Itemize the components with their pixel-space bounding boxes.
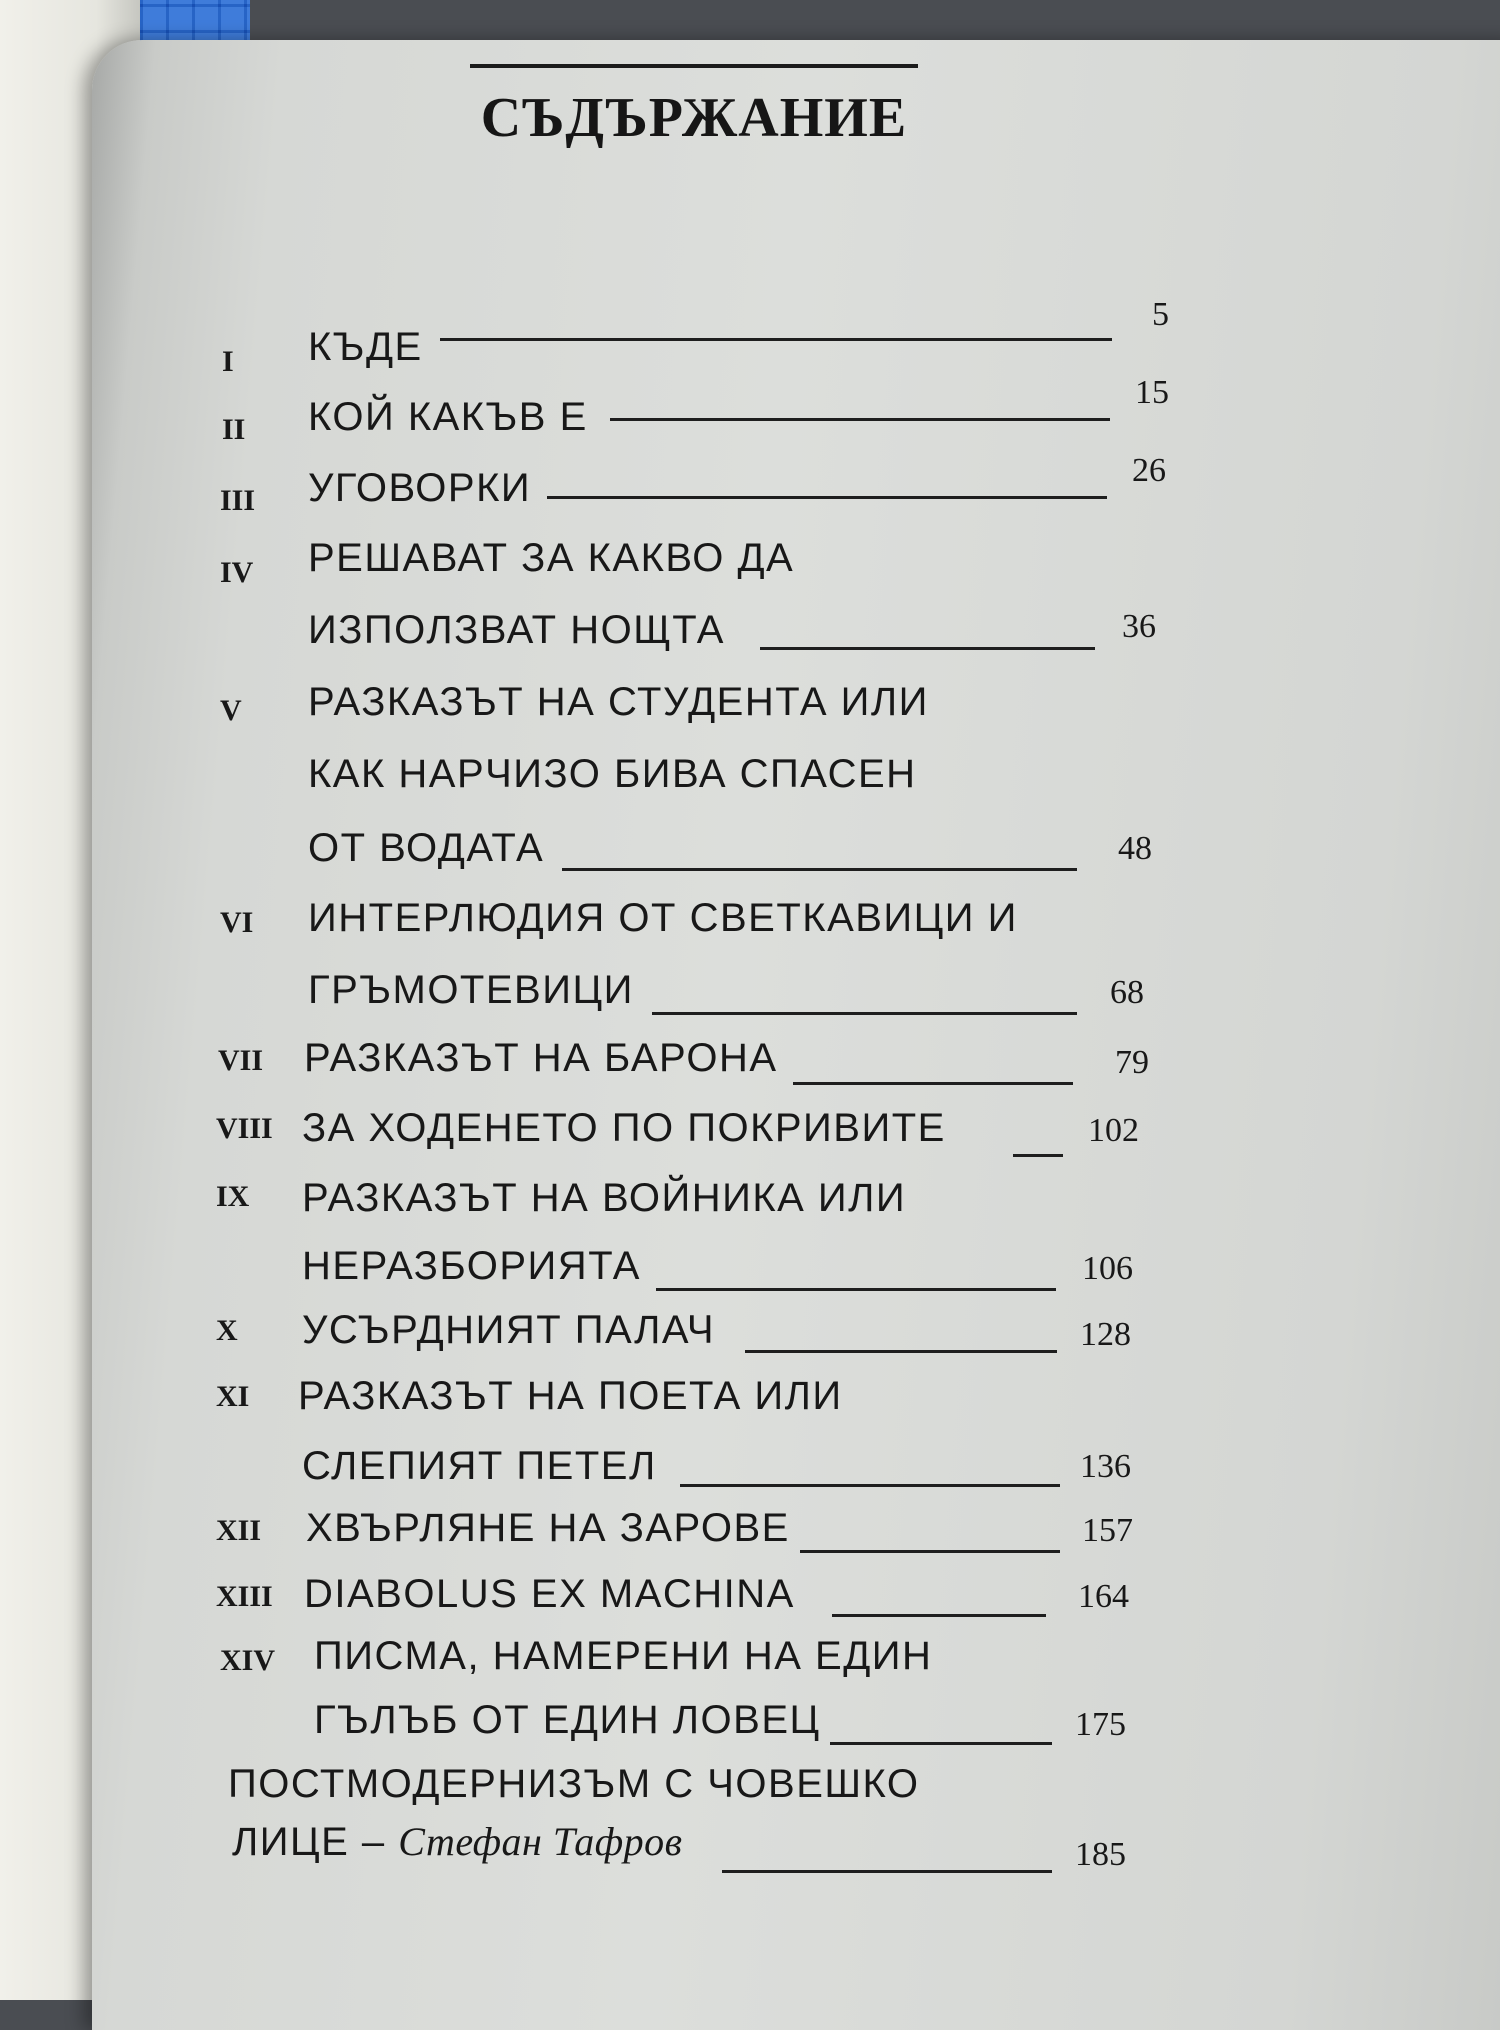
chapter-title: УГОВОРКИ [308,466,532,510]
chapter-title: КЪДЕ [308,325,423,369]
chapter-title: ГЪЛЪБ ОТ ЕДИН ЛОВЕЦ [314,1698,821,1742]
page-number: 102 [1088,1112,1139,1149]
page-number: 15 [1135,374,1169,411]
chapter-number: II [222,413,246,446]
chapter-title: ГРЪМОТЕВИЦИ [308,968,634,1012]
leader-line [656,1288,1056,1291]
chapter-number: XIII [216,1580,273,1613]
page-number: 5 [1152,296,1169,333]
chapter-number: VI [220,906,254,939]
chapter-title: ПИСМА, НАМЕРЕНИ НА ЕДИН [314,1634,933,1678]
chapter-title: НЕРАЗБОРИЯТА [302,1244,641,1288]
chapter-number: IV [220,556,254,589]
page-number: 185 [1075,1836,1126,1873]
leader-line [652,1012,1077,1015]
page-number: 36 [1122,608,1156,645]
chapter-title: КОЙ КАКЪВ Е [308,395,588,439]
page-number: 79 [1115,1044,1149,1081]
chapter-title: УСЪРДНИЯТ ПАЛАЧ [302,1308,716,1352]
page-number: 26 [1132,452,1166,489]
chapter-title: РАЗКАЗЪТ НА ПОЕТА ИЛИ [298,1374,843,1418]
leader-line [547,496,1107,499]
chapter-number: XII [216,1514,262,1547]
leader-line [722,1870,1052,1873]
chapter-title: ХВЪРЛЯНЕ НА ЗАРОВЕ [306,1506,790,1550]
chapter-title: ИЗПОЛЗВАТ НОЩТА [308,608,725,652]
chapter-title: СЛЕПИЯТ ПЕТЕЛ [302,1444,657,1488]
chapter-title: DIABOLUS EX MACHINA [304,1572,795,1616]
leader-line [1013,1154,1063,1157]
page-number: 106 [1082,1250,1133,1287]
chapter-title: РАЗКАЗЪТ НА БАРОНА [304,1036,778,1080]
afterword-title [232,1818,682,1865]
leader-line [832,1614,1046,1617]
leader-line [562,868,1077,871]
leader-line [610,418,1110,421]
leader-line [830,1742,1052,1745]
page-number: 48 [1118,830,1152,867]
chapter-title: ИНТЕРЛЮДИЯ ОТ СВЕТКАВИЦИ И [308,896,1018,940]
afterword-author: Стефан Тафров [398,1819,683,1864]
leader-line [745,1350,1057,1353]
leader-line [440,338,1112,341]
page-number: 136 [1080,1448,1131,1485]
page-title: СЪДЪРЖАНИЕ [480,87,908,149]
chapter-title: РЕШАВАТ ЗА КАКВО ДА [308,536,795,580]
chapter-number: XIV [220,1644,276,1677]
page-number: 68 [1110,974,1144,1011]
page-number: 128 [1080,1316,1131,1353]
page-number: 175 [1075,1706,1126,1743]
chapter-number: X [216,1314,238,1347]
leader-line [793,1082,1073,1085]
afterword-title: ПОСТМОДЕРНИЗЪМ С ЧОВЕШКО [228,1762,920,1806]
leader-line [800,1550,1060,1553]
page-number: 157 [1082,1512,1133,1549]
chapter-number: VIII [216,1112,273,1145]
chapter-number: III [220,484,256,517]
chapter-number: XI [216,1380,250,1413]
chapter-title: РАЗКАЗЪТ НА ВОЙНИКА ИЛИ [302,1176,907,1220]
leader-line [680,1484,1060,1487]
page-number: 164 [1078,1578,1129,1615]
chapter-number: VII [218,1044,264,1077]
chapter-title: КАК НАРЧИЗО БИВА СПАСЕН [308,752,917,796]
chapter-title: ЗА ХОДЕНЕТО ПО ПОКРИВИТЕ [302,1106,946,1150]
chapter-title: ОТ ВОДАТА [308,826,545,870]
chapter-number: I [222,345,234,378]
chapter-number: V [220,694,242,727]
chapter-title: РАЗКАЗЪТ НА СТУДЕНТА ИЛИ [308,680,929,724]
leader-line [760,647,1095,650]
afterword-title-end: ЛИЦЕ – [232,1820,386,1864]
chapter-number: IX [216,1180,250,1213]
